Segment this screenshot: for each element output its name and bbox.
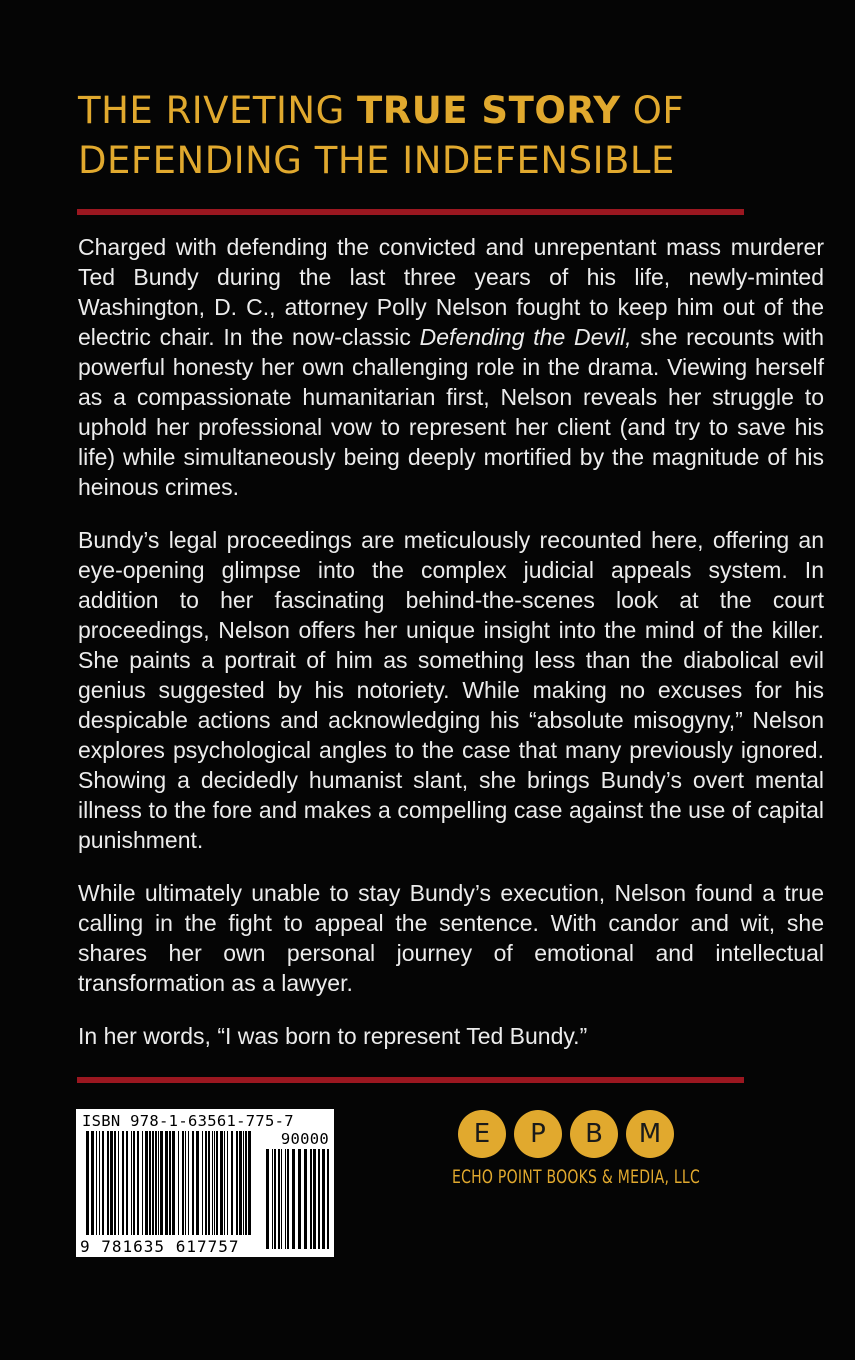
barcode-bar <box>236 1131 238 1235</box>
paragraph-text: she recounts with powerful honesty her own challenging role in the drama. Viewing herself as a compassionate humanitarian first, Nelson reveals her struggle to uphold her professional vow to represent her client (and try to save his life) while simultaneously being deeply mortified by the magnitude of his heinous crimes. <box>78 324 825 500</box>
top-divider <box>77 209 744 215</box>
barcode-bar <box>86 1131 89 1235</box>
barcode-bar <box>272 1149 273 1249</box>
barcode-bar <box>133 1131 135 1235</box>
barcode-bar <box>142 1131 143 1235</box>
barcode-bar <box>322 1149 325 1249</box>
barcode-bar <box>292 1149 295 1249</box>
paragraph-1 <box>78 232 824 502</box>
paragraph-3: While ultimately unable to stay Bundy’s execution, Nelson found a true calling in the fight to appeal the sentence. With candor and wit, she shares her own personal journey of emotional and intellectual transformation as a lawyer. <box>78 880 824 996</box>
barcode-bar <box>285 1149 286 1249</box>
headline-text: OF <box>620 89 685 132</box>
isbn-barcode <box>76 1109 334 1257</box>
barcode-bar <box>224 1131 225 1235</box>
barcode-bar <box>287 1149 289 1249</box>
barcode-bar <box>248 1131 251 1235</box>
barcode-bar <box>298 1149 301 1249</box>
barcode-bar <box>145 1131 148 1235</box>
logo-letter-b: B <box>570 1110 618 1158</box>
barcode-bar <box>96 1131 97 1235</box>
barcode-bar <box>202 1131 203 1235</box>
barcode-bar <box>227 1131 228 1235</box>
barcode-bar <box>245 1131 247 1235</box>
barcode-bar <box>118 1131 119 1235</box>
barcode-bar <box>185 1131 186 1235</box>
headline <box>78 86 758 186</box>
barcode-bar <box>220 1131 223 1235</box>
barcode-bar <box>99 1131 100 1235</box>
barcode-bar <box>205 1131 207 1235</box>
isbn-text: ISBN 978-1-63561-775-7 <box>82 1112 294 1130</box>
barcode-bar <box>212 1131 213 1235</box>
barcode-bar <box>243 1131 244 1235</box>
barcode-bar <box>214 1131 215 1235</box>
barcode-bar <box>182 1131 184 1235</box>
barcode-bar <box>155 1131 157 1235</box>
barcode-bar <box>149 1131 151 1235</box>
barcode-bar <box>158 1131 159 1235</box>
barcode-bar <box>102 1131 104 1235</box>
paragraph-4: In her words, “I was born to represent Ted Bundy.” <box>78 1023 588 1049</box>
barcode-bar <box>192 1131 194 1235</box>
barcode-bar <box>196 1131 199 1235</box>
barcode-bar <box>126 1131 128 1235</box>
barcode-bar <box>188 1131 189 1235</box>
barcode-bar <box>310 1149 312 1249</box>
barcode-bar <box>278 1149 280 1249</box>
paragraph-2: Bundy’s legal proceedings are meticulously recounted here, offering an eye-opening glimpse into the complex judicial appeals system. In addition to her fascinating behind-the-scenes look at the court proceedings, Nelson offers her unique insight into the mind of the killer. She paints a portrait of him as something less than the diabolical evil genius suggested by his notoriety. While making no excuses for his despicable actions and acknowledging his “absolute misogyny,” Nelson explores psychological angles to the case that many previously ignored. Showing a decidedly humanist slant, she brings Bundy’s overt mental illness to the fore and makes a compelling case against the use of capital punishment. <box>78 527 824 853</box>
barcode-bar <box>327 1149 329 1249</box>
barcode-bar <box>110 1131 113 1235</box>
headline-line-1 <box>78 86 758 136</box>
barcode-bar <box>172 1131 175 1235</box>
barcode-bar <box>304 1149 307 1249</box>
barcode-bar <box>131 1131 132 1235</box>
barcode-bar <box>266 1149 269 1249</box>
barcode-bar <box>178 1131 179 1235</box>
barcode-bar <box>318 1149 320 1249</box>
barcode-bar <box>152 1131 154 1235</box>
barcode-bar <box>231 1131 233 1235</box>
barcode-bar <box>216 1131 218 1235</box>
barcode-bar <box>313 1149 316 1249</box>
book-title: Defending the Devil, <box>419 324 632 350</box>
logo-letter-p: P <box>514 1110 562 1158</box>
ean-digits: 9 781635 617757 <box>80 1237 240 1256</box>
paragraph-text: Charged with defending the convicted and unrepentant mass murderer Ted Bundy during the last three years of his life, newly-minted Washington, D. C., attorney Polly Nelson fought to keep him out of the electric chair. In the now-classic <box>78 234 824 350</box>
barcode-bar <box>91 1131 94 1235</box>
barcode-bar <box>281 1149 282 1249</box>
description <box>78 232 824 1051</box>
headline-text: THE RIVETING <box>78 89 357 132</box>
barcode-bar <box>208 1131 210 1235</box>
headline-line-2: DEFENDING THE INDEFENSIBLE <box>78 139 675 182</box>
bottom-divider <box>77 1077 744 1083</box>
logo-letter-m: M <box>626 1110 674 1158</box>
publisher-logo <box>452 1110 722 1194</box>
logo-circles <box>452 1110 722 1158</box>
barcode-bar <box>137 1131 139 1235</box>
headline-emphasis: TRUE STORY <box>357 89 621 132</box>
barcode-bar <box>114 1131 116 1235</box>
price-code: 90000 <box>280 1130 329 1148</box>
publisher-name: ECHO POINT BOOKS & MEDIA, LLC <box>452 1166 701 1188</box>
barcode-bar <box>107 1131 109 1235</box>
barcode-bar <box>239 1131 242 1235</box>
barcode-bar <box>122 1131 124 1235</box>
barcode-bar <box>160 1131 163 1235</box>
barcode-bar <box>274 1149 276 1249</box>
barcode-bar <box>169 1131 171 1235</box>
logo-letter-e: E <box>458 1110 506 1158</box>
barcode-bar <box>165 1131 168 1235</box>
